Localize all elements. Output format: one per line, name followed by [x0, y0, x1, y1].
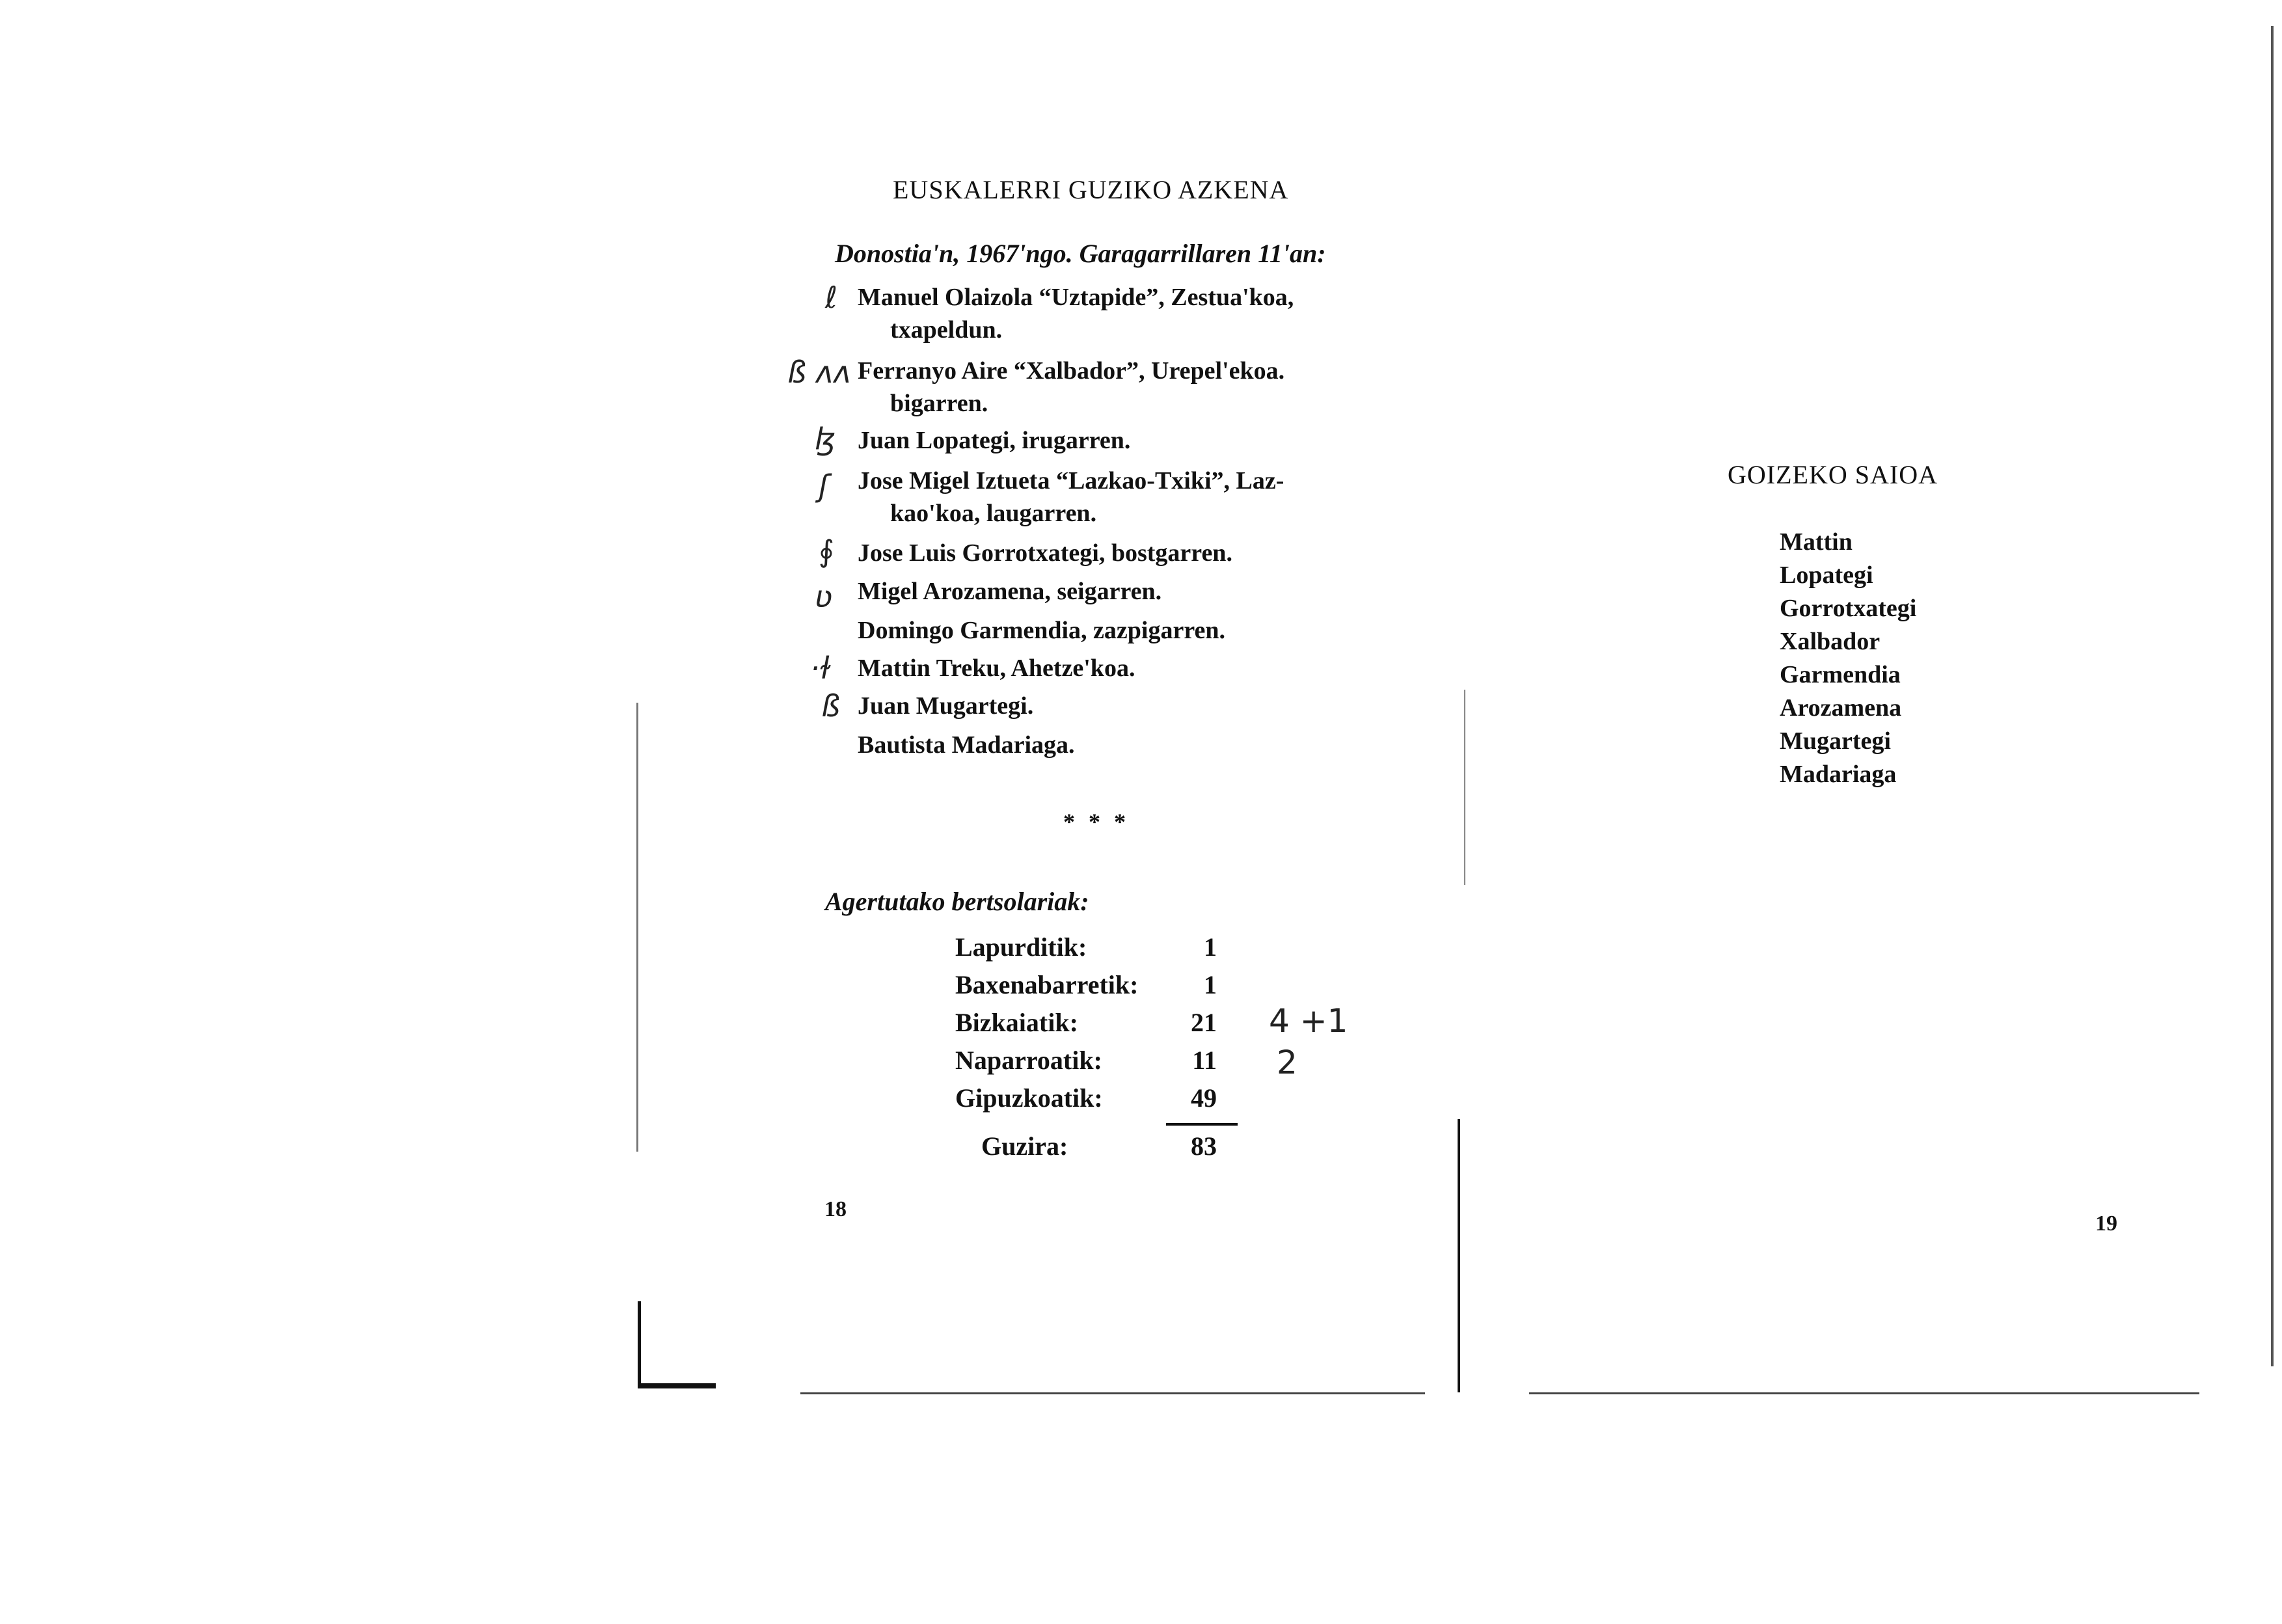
list-item — [858, 537, 1232, 569]
list-item — [858, 690, 1033, 722]
page-edge — [638, 1301, 641, 1386]
right-page — [1464, 0, 2282, 1624]
tally-label: Bizkaiatik: — [955, 1008, 1078, 1037]
list-item — [858, 424, 1130, 457]
list-item: Garmendia — [1780, 661, 1901, 688]
handwritten-mark: ß ʌʌ — [787, 355, 852, 390]
tally-heading: Agertutako bertsolariak: — [825, 887, 1089, 916]
entry-line: Bautista Madariaga. — [858, 731, 1075, 759]
list-item: Xalbador — [1780, 628, 1881, 655]
handwritten-mark: ß — [821, 688, 840, 724]
handwritten-note: 4 +1 — [1269, 1002, 1348, 1040]
list-item: Gorrotxategi — [1780, 595, 1917, 622]
list-item — [858, 281, 1294, 346]
entry-line: bigarren. — [890, 390, 988, 417]
dateline: Donostia'n, 1967'ngo. Garagarrillaren 11'an: — [835, 239, 1326, 268]
page-edge — [1529, 1392, 2199, 1394]
section-separator: * * * — [1063, 809, 1130, 835]
tally-value: 49 — [1191, 1083, 1217, 1113]
handwritten-mark: ʃ — [819, 468, 829, 504]
entry-line: Juan Mugartegi. — [858, 692, 1034, 720]
handwritten-note: 2 — [1277, 1044, 1297, 1081]
handwritten-mark: ∮ — [819, 534, 834, 569]
handwritten-mark: ·ɫ — [810, 651, 832, 686]
page-title: EUSKALERRI GUZIKO AZKENA — [893, 175, 1289, 204]
section-heading: GOIZEKO SAIOA — [1728, 460, 1938, 489]
tally-label: Lapurditik: — [955, 932, 1087, 962]
page-gutter — [1458, 1119, 1460, 1392]
entry-line: txapeldun. — [890, 316, 1003, 344]
list-item: Arozamena — [1780, 694, 1902, 722]
entry-line: Jose Migel Iztueta “Lazkao-Txiki”, Laz- — [858, 467, 1284, 494]
page-edge — [2271, 26, 2274, 1366]
tally-value: 1 — [1204, 970, 1217, 999]
tally-label: Naparroatik: — [955, 1046, 1102, 1075]
tally-value: 11 — [1192, 1046, 1217, 1075]
entry-line: Mattin Treku, Ahetze'koa. — [858, 655, 1135, 682]
entry-line: Ferranyo Aire “Xalbador”, Urepel'ekoa. — [858, 357, 1285, 385]
total-label: Guzira: — [981, 1131, 1068, 1161]
entry-line: kao'koa, laugarren. — [890, 500, 1097, 527]
list-item — [858, 614, 1225, 647]
list-item — [858, 465, 1284, 530]
tally-value: 21 — [1191, 1008, 1217, 1037]
entry-line: Manuel Olaizola “Uztapide”, Zestua'koa, — [858, 284, 1294, 311]
handwritten-mark: ʋ — [815, 579, 833, 614]
entry-line: Jose Luis Gorrotxategi, bostgarren. — [858, 539, 1232, 567]
list-item — [858, 652, 1135, 684]
name-list — [1780, 526, 1916, 791]
list-item: Mattin — [1780, 528, 1853, 556]
page-edge — [800, 1392, 1425, 1394]
page-number: 19 — [2095, 1211, 2117, 1236]
entry-line: Domingo Garmendia, zazpigarren. — [858, 617, 1226, 644]
tally-label: Gipuzkoatik: — [955, 1083, 1103, 1113]
tally-label: Baxenabarretik: — [955, 970, 1139, 999]
entry-line: Juan Lopategi, irugarren. — [858, 427, 1131, 454]
list-item — [858, 729, 1075, 761]
list-item — [858, 575, 1161, 608]
handwritten-mark: ℓ — [825, 280, 838, 315]
page-edge — [638, 1383, 716, 1388]
entry-line: Migel Arozamena, seigarren. — [858, 578, 1162, 605]
list-item: Lopategi — [1780, 562, 1873, 589]
list-item — [858, 355, 1284, 420]
total-value: 83 — [1191, 1131, 1217, 1161]
tally-value: 1 — [1204, 932, 1217, 962]
list-item: Mugartegi — [1780, 727, 1891, 755]
handwritten-mark: ɮ — [815, 422, 836, 457]
page-number: 18 — [824, 1197, 847, 1221]
page-edge — [636, 703, 638, 1152]
total-rule — [1166, 1123, 1238, 1126]
list-item: Madariaga — [1780, 761, 1897, 788]
